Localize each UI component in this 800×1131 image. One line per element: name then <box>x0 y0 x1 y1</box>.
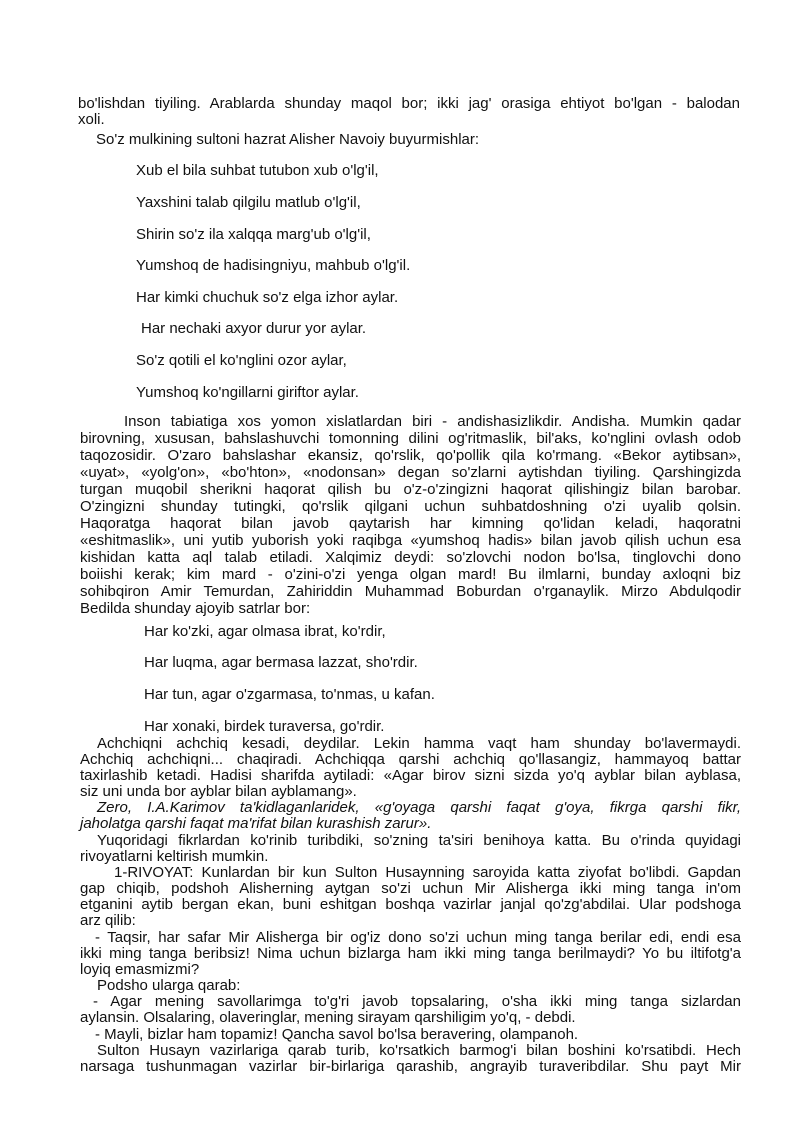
quote-line: jaholatga qarshi faqat ma'rifat bilan kurashish zarur». <box>80 815 432 832</box>
text-line: bo'lishdan tiyiling. Arablarda shunday maqol bor; ikki jag' orasiga ehtiyot bo'lgan - balodan <box>78 95 740 112</box>
text-line: Yuqoridagi fikrlardan ko'rinib turibdiki, so'zning ta'siri benihoya katta. Bu o'rinda quyidagi <box>97 832 741 849</box>
text-line: narsaga tushunmagan vazirlar bir-birlariga qarashib, angrayib turaveribdilar. Shu payt Mir <box>80 1058 741 1075</box>
text-line: Achchiq achchiqni... chaqiradi. Achchiqqa qarshi achchiq qo'llasangiz, hammayoq battar <box>80 751 741 768</box>
text-line: taqozosidir. O'zaro bahslashar ekansiz, qo'rslik, qo'pollik qila ko'rmang. «Bekor aytibsan», <box>80 447 741 464</box>
text-line: - Taqsir, har safar Mir Alisherga bir og'iz dono so'zi uchun ming tanga berilar edi, endi esa <box>95 929 741 946</box>
text-line: siz uni unda bor ayblar bilan ayblamang». <box>80 783 357 800</box>
text-line: «uyat», «yolg'on», «bo'hton», «nodonsan» degan so'zlarni aytishdan tiyiling. Qarshingizda <box>80 464 741 481</box>
text-line: sohibqiron Amir Temurdan, Zahiriddin Muhammad Boburdan o'rganaylik. Mirzo Abdulqodir <box>80 583 741 600</box>
text-line: So'z mulkining sultoni hazrat Alisher Navoiy buyurmishlar: <box>96 131 480 148</box>
poem-line: Har nechaki axyor durur yor aylar. <box>141 320 367 337</box>
text-line: Haqoratga haqorat bilan javob qaytarish har kimning qo'lidan keladi, haqoratni <box>80 515 741 532</box>
text-line: arz qilib: <box>80 912 136 929</box>
text-line: Achchiqni achchiq kesadi, deydilar. Lekin hamma vaqt ham shunday bo'lavermaydi. <box>97 735 741 752</box>
poem-line: Yumshoq ko'ngillarni giriftor aylar. <box>136 384 359 401</box>
poem-line: Har luqma, agar bermasa lazzat, sho'rdir. <box>144 654 418 671</box>
text-line: O'zingizni shunday tutingki, qo'rslik qilgani uchun suhbatdoshning o'zi uyalib qolsin. <box>80 498 741 515</box>
poem-line: Xub el bila suhbat tutubon xub o'lg'il, <box>136 162 379 179</box>
poem-line: Yumshoq de hadisingniyu, mahbub o'lg'il. <box>136 257 411 274</box>
text-line: Bedilda shunday ajoyib satrlar bor: <box>80 600 311 617</box>
text-line: Sulton Husayn vazirlariga qarab turib, ko'rsatkich barmog'i bilan boshini ko'rsatibdi. Hech <box>97 1042 741 1059</box>
text-line: kishidan katta aql talab etiladi. Xalqimiz deydi: so'zlovchi nodon bo'lsa, tinglovchi dono <box>80 549 741 566</box>
poem-line: So'z qotili el ko'nglini ozor aylar, <box>136 352 347 369</box>
text-line: etganini aytib bergan ekan, buni eshitgan boshqa vazirlar janjal qo'zg'abdilai. Ular podshoga <box>80 896 741 913</box>
poem-line: Har kimki chuchuk so'z elga izhor aylar. <box>136 289 399 306</box>
text-line: - Agar mening savollarimga to'g'ri javob topsalaring, o'sha ikki ming tanga sizlardan <box>93 993 741 1010</box>
poem-line: Har tun, agar o'zgarmasa, to'nmas, u kafan. <box>144 686 435 703</box>
text-line: boiishi kerak; kim mard - o'zini-o'zi yenga olgan mard! Bu ilmlarni, bunday axloqni biz <box>80 566 741 583</box>
text-line: Inson tabiatiga xos yomon xislatlardan biri - andishasizlikdir. Andisha. Mumkin qadar <box>124 413 741 430</box>
quote-line: Zero, I.A.Karimov ta'kidlaganlaridek, «g'oyaga qarshi faqat g'oya, fikrga qarshi fikr, <box>97 799 741 816</box>
text-line: taxirlashib ketadi. Hadisi sharifda aytiladi: «Agar birov sizni sizda yo'q ayblar bilan ayblasa, <box>80 767 741 784</box>
poem-line: Yaxshini talab qilgilu matlub o'lg'il, <box>136 194 361 211</box>
text-line: loyiq emasmizmi? <box>80 961 200 978</box>
text-line: - Mayli, bizlar ham topamiz! Qancha savol bo'lsa beravering, olampanoh. <box>95 1026 579 1043</box>
poem-line: Har ko'zki, agar olmasa ibrat, ko'rdir, <box>144 623 386 640</box>
text-line: birovning, xususan, bahslashuvchi tomonning dilini og'ritmaslik, bil'aks, ko'nglini ovlash odob <box>80 430 741 447</box>
text-line: «eshitmaslik», uni yutib yuborish yoki raqibga «yumshoq hadis» bilan javob qilish uchun esa <box>80 532 741 549</box>
text-line: xoli. <box>78 111 105 128</box>
poem-line: Har xonaki, birdek turaversa, go'rdir. <box>144 718 385 735</box>
text-line: 1-RIVOYAT: Kunlardan bir kun Sulton Husaynning saroyida katta ziyofat bo'libdi. Gapdan <box>114 864 741 881</box>
text-line: aylansin. Olsalaring, olaveringlar, mening sirayam qarshiligim yo'q, - debdi. <box>80 1009 576 1026</box>
text-line: turgan muqobil sherikni haqorat qilish bu o'z-o'zingizni haqorat qilishingiz bilan barobar. <box>80 481 741 498</box>
text-line: gap chiqib, podshoh Alisherning aytgan so'zi uchun Mir Alisherga ikki ming tanga in'om <box>80 880 741 897</box>
text-line: Podsho ularga qarab: <box>97 977 241 994</box>
text-line: ikki ming tanga beribsiz! Nima uchun bizlarga ham ikki ming tanga berilmaydi? Yo bu iltifotg'a <box>80 945 741 962</box>
text-line: rivoyatlarni keltirish mumkin. <box>80 848 269 865</box>
poem-line: Shirin so'z ila xalqqa marg'ub o'lg'il, <box>136 226 371 243</box>
